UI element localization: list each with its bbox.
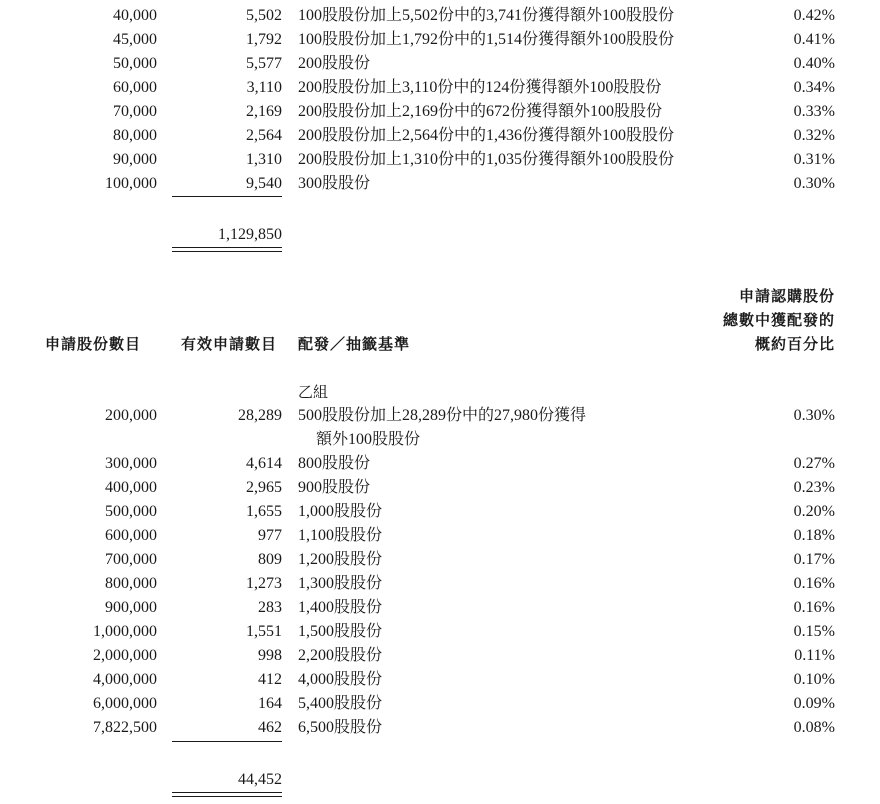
allocation-percentage: 0.31%	[793, 151, 835, 168]
allocation-percentage: 0.16%	[793, 575, 835, 592]
allocation-basis-continued: 額外100股股份	[316, 431, 421, 448]
shares-applied: 2,000,000	[93, 647, 157, 664]
shares-applied: 45,000	[113, 31, 157, 48]
table-row	[0, 620, 880, 644]
allocation-basis: 1,100股股份	[298, 527, 383, 544]
shares-applied: 90,000	[113, 151, 157, 168]
valid-applications: 977	[258, 527, 282, 544]
shares-applied: 1,000,000	[93, 623, 157, 640]
allocation-percentage: 0.18%	[793, 527, 835, 544]
shares-applied: 60,000	[113, 79, 157, 96]
shares-applied: 900,000	[105, 599, 157, 616]
table-row	[0, 596, 880, 620]
valid-applications: 2,965	[246, 479, 282, 496]
allocation-percentage: 0.09%	[793, 695, 835, 712]
valid-applications: 9,540	[246, 175, 282, 192]
allocation-percentage: 0.08%	[793, 719, 835, 736]
shares-applied: 40,000	[113, 7, 157, 24]
allocation-basis: 500股股份加上28,289份中的27,980份獲得	[298, 407, 587, 424]
table-row	[0, 548, 880, 572]
valid-applications: 412	[258, 671, 282, 688]
allocation-basis: 100股股份加上1,792份中的1,514份獲得額外100股股份	[298, 31, 675, 48]
shares-applied: 300,000	[105, 455, 157, 472]
group-a-total: 1,129,850	[218, 226, 282, 243]
allocation-percentage: 0.41%	[793, 31, 835, 48]
valid-applications: 998	[258, 647, 282, 664]
subtotal-rule	[172, 741, 282, 742]
header-shares-applied: 申請股份數目	[45, 335, 142, 353]
shares-applied: 800,000	[105, 575, 157, 592]
group-b-total: 44,452	[238, 771, 282, 788]
valid-applications: 809	[258, 551, 282, 568]
valid-applications: 1,310	[246, 151, 282, 168]
allocation-basis: 200股股份加上2,169份中的672份獲得額外100股股份	[298, 103, 663, 120]
header-allocation-basis: 配發／抽籤基準	[298, 335, 411, 353]
valid-applications: 4,614	[246, 455, 282, 472]
shares-applied: 700,000	[105, 551, 157, 568]
table-row	[0, 572, 880, 596]
shares-applied: 7,822,500	[93, 719, 157, 736]
valid-applications: 5,577	[246, 55, 282, 72]
allocation-basis: 200股股份	[298, 55, 371, 72]
valid-applications: 2,169	[246, 103, 282, 120]
shares-applied: 70,000	[113, 103, 157, 120]
table-row	[0, 124, 880, 148]
total-double-rule	[172, 247, 282, 252]
shares-applied: 200,000	[105, 407, 157, 424]
shares-applied: 100,000	[105, 175, 157, 192]
valid-applications: 164	[258, 695, 282, 712]
shares-applied: 400,000	[105, 479, 157, 496]
allocation-percentage: 0.30%	[793, 407, 835, 424]
allocation-percentage: 0.33%	[793, 103, 835, 120]
allocation-basis: 200股股份加上3,110份中的124份獲得額外100股股份	[298, 79, 662, 96]
table-row	[0, 716, 880, 740]
allocation-percentage: 0.15%	[793, 623, 835, 640]
subtotal-rule	[172, 196, 282, 197]
allocation-basis: 200股股份加上2,564份中的1,436份獲得額外100股股份	[298, 127, 675, 144]
group-b-label: 乙組	[298, 383, 329, 401]
shares-applied: 4,000,000	[93, 671, 157, 688]
table-row	[0, 4, 880, 28]
table-row	[0, 500, 880, 524]
allocation-basis: 6,500股股份	[298, 719, 383, 736]
header-percentage-line3: 概約百分比	[754, 335, 835, 353]
valid-applications: 3,110	[246, 79, 282, 96]
allocation-percentage: 0.11%	[794, 647, 835, 664]
valid-applications: 1,655	[246, 503, 282, 520]
shares-applied: 500,000	[105, 503, 157, 520]
allocation-basis: 5,400股股份	[298, 695, 383, 712]
table-row	[0, 28, 880, 52]
table-row	[0, 668, 880, 692]
allocation-basis: 2,200股股份	[298, 647, 383, 664]
valid-applications: 1,551	[246, 623, 282, 640]
table-row	[0, 52, 880, 76]
total-double-rule	[172, 792, 282, 797]
table-row	[0, 692, 880, 716]
allocation-percentage: 0.40%	[793, 55, 835, 72]
allocation-percentage: 0.16%	[793, 599, 835, 616]
allocation-basis: 1,300股股份	[298, 575, 383, 592]
valid-applications: 462	[258, 719, 282, 736]
header-percentage-line1: 申請認購股份	[738, 287, 835, 305]
allocation-basis: 4,000股股份	[298, 671, 383, 688]
allocation-basis: 1,200股股份	[298, 551, 383, 568]
allocation-percentage: 0.27%	[793, 455, 835, 472]
table-row	[0, 404, 880, 428]
table-row	[0, 172, 880, 196]
allocation-basis: 1,500股股份	[298, 623, 383, 640]
valid-applications: 28,289	[238, 407, 282, 424]
allocation-percentage: 0.30%	[793, 175, 835, 192]
valid-applications: 5,502	[246, 7, 282, 24]
valid-applications: 1,273	[246, 575, 282, 592]
header-percentage-line2: 總數中獲配發的	[722, 311, 835, 329]
allocation-percentage: 0.17%	[793, 551, 835, 568]
table-row	[0, 644, 880, 668]
allocation-percentage: 0.20%	[793, 503, 835, 520]
table-row	[0, 76, 880, 100]
valid-applications: 2,564	[246, 127, 282, 144]
table-row	[0, 524, 880, 548]
allocation-basis: 200股股份加上1,310份中的1,035份獲得額外100股股份	[298, 151, 675, 168]
allocation-basis: 900股股份	[298, 479, 371, 496]
valid-applications: 283	[258, 599, 282, 616]
shares-applied: 50,000	[113, 55, 157, 72]
allocation-percentage: 0.23%	[793, 479, 835, 496]
shares-applied: 6,000,000	[93, 695, 157, 712]
allocation-basis: 800股股份	[298, 455, 371, 472]
header-valid-applications: 有效申請數目	[181, 335, 278, 353]
allocation-percentage: 0.34%	[793, 79, 835, 96]
allocation-basis: 100股股份加上5,502份中的3,741份獲得額外100股股份	[298, 7, 675, 24]
table-row	[0, 148, 880, 172]
allocation-basis: 1,000股股份	[298, 503, 383, 520]
shares-applied: 600,000	[105, 527, 157, 544]
allocation-percentage: 0.10%	[793, 671, 835, 688]
valid-applications: 1,792	[246, 31, 282, 48]
allocation-percentage: 0.32%	[793, 127, 835, 144]
shares-applied: 80,000	[113, 127, 157, 144]
allocation-basis: 1,400股股份	[298, 599, 383, 616]
table-row-continuation	[0, 428, 880, 452]
table-row	[0, 476, 880, 500]
allocation-percentage: 0.42%	[793, 7, 835, 24]
table-row	[0, 100, 880, 124]
table-row	[0, 452, 880, 476]
allocation-basis: 300股股份	[298, 175, 371, 192]
